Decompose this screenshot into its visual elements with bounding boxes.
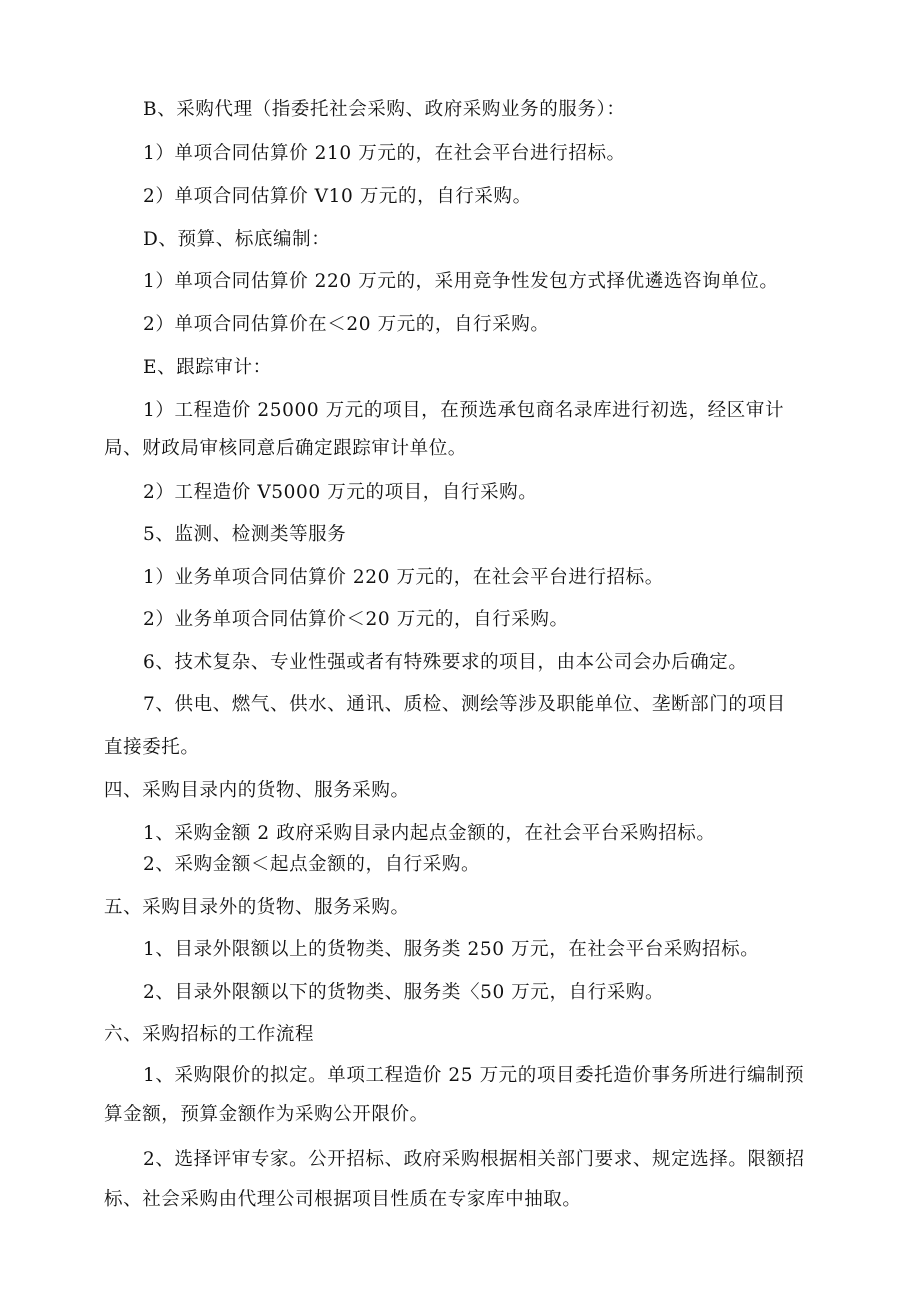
section-heading: 六、采购招标的工作流程 xyxy=(104,1024,315,1045)
text-line: 1、目录外限额以上的货物类、服务类 250 万元，在社会平台采购招标。 xyxy=(143,939,760,960)
text-line: 2）工程造价 V5000 万元的项目，自行采购。 xyxy=(143,482,538,503)
text-line: 2、目录外限额以下的货物类、服务类〈50 万元，自行采购。 xyxy=(143,982,665,1003)
text-line: 1、采购金额 2 政府采购目录内起点金额的，在社会平台采购招标。 xyxy=(143,823,716,844)
text-line: 1）业务单项合同估算价 220 万元的，在社会平台进行招标。 xyxy=(143,567,664,588)
text-line: B、采购代理（指委托社会采购、政府采购业务的服务）： xyxy=(143,99,626,120)
text-line: 2、采购金额＜起点金额的，自行采购。 xyxy=(143,854,481,875)
section-heading: 四、采购目录内的货物、服务采购。 xyxy=(104,780,410,801)
text-line: 算金额，预算金额作为采购公开限价。 xyxy=(104,1104,429,1125)
text-line: 1）单项合同估算价 210 万元的，在社会平台进行招标。 xyxy=(143,143,626,164)
text-line: 标、社会采购由代理公司根据项目性质在专家库中抽取。 xyxy=(104,1189,582,1210)
text-line: 1）工程造价 25000 万元的项目，在预选承包商名录库进行初选，经区审计 xyxy=(143,400,785,421)
text-line: 7、供电、燃气、供水、通讯、质检、测绘等涉及职能单位、垄断部门的项目 xyxy=(143,694,786,715)
text-line: 1）单项合同估算价 220 万元的，采用竞争性发包方式择优遴选咨询单位。 xyxy=(143,271,779,292)
text-line: 2）单项合同估算价在＜20 万元的，自行采购。 xyxy=(143,314,550,335)
text-line: 2）业务单项合同估算价＜20 万元的，自行采购。 xyxy=(143,609,569,630)
text-line: 2、选择评审专家。公开招标、政府采购根据相关部门要求、规定选择。限额招 xyxy=(143,1149,805,1170)
text-line: D、预算、标底编制： xyxy=(143,229,331,250)
text-line: E、跟踪审计： xyxy=(143,357,272,378)
text-line: 5、监测、检测类等服务 xyxy=(143,524,347,545)
text-line: 6、技术复杂、专业性强或者有特殊要求的项目，由本公司会办后确定。 xyxy=(143,652,748,673)
section-heading: 五、采购目录外的货物、服务采购。 xyxy=(104,897,410,918)
text-line: 2）单项合同估算价 V10 万元的，自行采购。 xyxy=(143,186,532,207)
text-line: 1、采购限价的拟定。单项工程造价 25 万元的项目委托造价事务所进行编制预 xyxy=(143,1065,805,1086)
text-line: 直接委托。 xyxy=(104,737,200,758)
text-line: 局、财政局审核同意后确定跟踪审计单位。 xyxy=(104,438,467,459)
